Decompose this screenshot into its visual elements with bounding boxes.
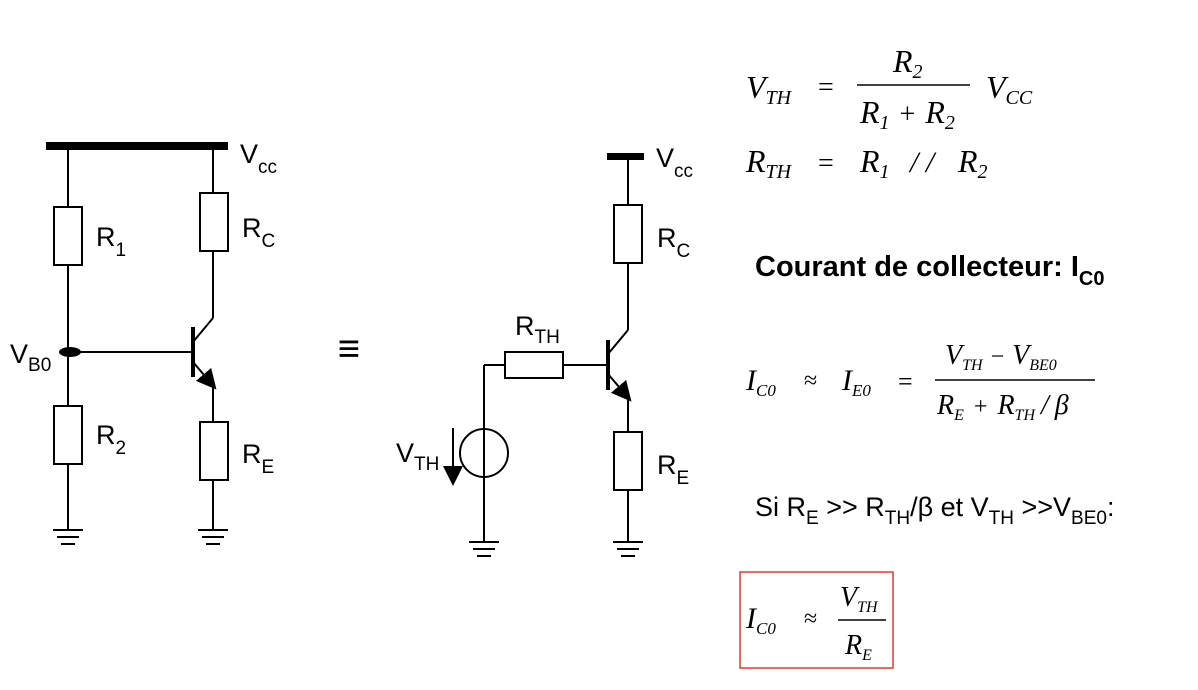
ic0-eq-denominator: $R_E + R_{TH} / \beta$ xyxy=(937,390,1069,424)
right-rc-label: $R_C$ xyxy=(657,223,691,262)
left-re-resistor xyxy=(200,422,228,480)
left-r1-label: $R_1$ xyxy=(96,222,127,261)
left-vb0-label: $V_{B0}$ xyxy=(10,339,52,376)
right-rth-label: $R_{TH}$ xyxy=(515,311,560,348)
ic0-eq-approx: ≈ xyxy=(804,368,818,394)
left-ground-2 xyxy=(198,530,228,544)
boxed-eq-denominator: $R_E$ xyxy=(845,630,872,664)
left-ground-1 xyxy=(53,530,83,544)
right-vth-label: $V_{TH}$ xyxy=(396,438,440,475)
left-r2-label: $R_2$ xyxy=(96,420,127,459)
right-vcc-rail xyxy=(607,153,644,160)
equivalence-symbol: ≡ xyxy=(337,326,361,371)
right-rc-resistor xyxy=(614,205,642,263)
left-vb0-node xyxy=(59,347,81,357)
rth-eq-parallel: / / xyxy=(910,146,935,179)
approximation-condition: Si $R_E >> R_{TH}/\beta$ et $V_{TH} >>V_{BE0}$: xyxy=(755,492,1115,529)
left-vcc-label: $V_{cc}$ xyxy=(240,139,278,178)
ic0-eq-ie0: $I_{E0}$ xyxy=(842,364,871,400)
boxed-result xyxy=(740,572,893,668)
left-re-label: $R_E$ xyxy=(242,439,275,478)
rth-eq-r1: R1 xyxy=(860,143,890,183)
right-npn-transistor xyxy=(608,330,628,394)
vth-eq-denominator: R1 + R2 xyxy=(860,94,955,134)
left-circuit xyxy=(10,139,277,544)
vth-equation xyxy=(746,43,1033,134)
right-re-resistor xyxy=(614,432,642,490)
boxed-eq-lhs: $I_{C0}$ xyxy=(746,602,776,638)
rth-eq-lhs: RTH xyxy=(746,143,792,183)
right-rth-resistor xyxy=(505,352,563,378)
left-rc-label: $R_C$ xyxy=(242,213,276,252)
vth-eq-lhs: VTH xyxy=(746,69,792,109)
vth-eq-equals: = xyxy=(818,72,834,103)
left-r1-resistor xyxy=(54,207,82,265)
vth-eq-numerator: R2 xyxy=(893,43,923,83)
right-vcc-label: $V_{cc}$ xyxy=(656,143,694,182)
ic0-equation xyxy=(745,340,1095,424)
ic0-eq-equals: = xyxy=(898,367,913,396)
left-rc-resistor xyxy=(200,193,228,251)
rth-eq-equals: = xyxy=(818,148,834,179)
left-npn-transistor xyxy=(193,318,213,382)
rth-eq-r2: R2 xyxy=(958,143,988,183)
ic0-eq-numerator: $V_{TH} - V_{BE0}$ xyxy=(945,340,1057,374)
right-ground-1 xyxy=(469,542,499,556)
right-circuit xyxy=(396,143,693,556)
rth-equation xyxy=(745,143,988,183)
collector-current-heading: Courant de collecteur: $I_{C0}$ xyxy=(755,251,1105,290)
right-re-label: $R_E$ xyxy=(657,450,690,489)
boxed-eq-approx: ≈ xyxy=(804,606,818,632)
right-ground-2 xyxy=(613,542,643,556)
ic0-eq-lhs: $I_{C0}$ xyxy=(746,364,776,400)
left-vcc-rail xyxy=(46,142,228,150)
vth-eq-vcc: VCC xyxy=(986,69,1033,109)
left-r2-resistor xyxy=(54,406,82,464)
boxed-eq-numerator: $V_{TH}$ xyxy=(840,582,878,616)
